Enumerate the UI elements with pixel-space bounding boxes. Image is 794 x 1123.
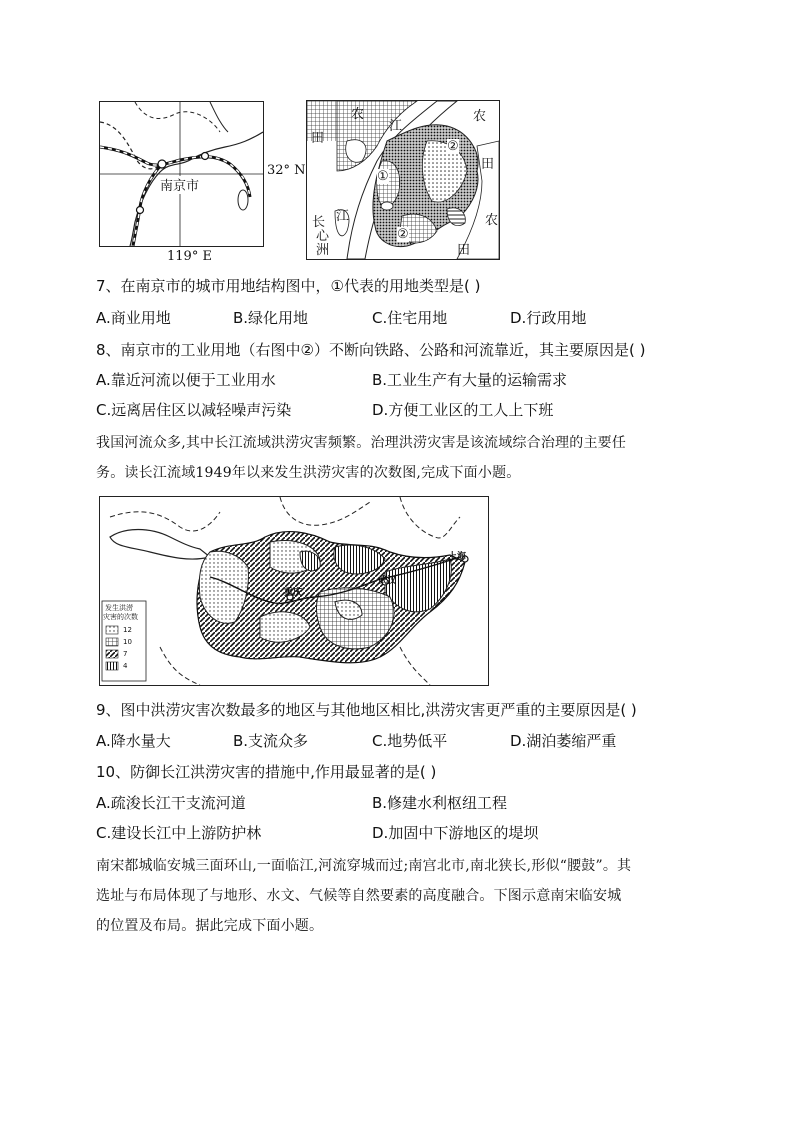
- city-label-shanghai: 上海: [448, 552, 467, 562]
- label-nong: 农: [473, 109, 487, 124]
- province-boundary: [400, 497, 460, 538]
- label-jiang: 江: [389, 119, 403, 134]
- label-chang: 长: [312, 215, 326, 230]
- station-marker: [158, 160, 166, 168]
- q7-option-b: B.绿化用地: [233, 309, 309, 327]
- label-tian: 田: [457, 243, 471, 258]
- province-boundary: [110, 512, 220, 531]
- nanjing-location-map: [99, 101, 264, 247]
- label-xin: 心: [316, 229, 330, 244]
- question-9-stem: 9、图中洪涝灾害次数最多的地区与其他地区相比,洪涝灾害更严重的主要原因是( ): [96, 701, 637, 719]
- q7-option-a: A.商业用地: [96, 309, 171, 327]
- legend-swatch-7: [106, 650, 118, 658]
- legend-swatch-4: [106, 662, 118, 670]
- nanjing-location-svg: [100, 102, 263, 246]
- q8-option-d: D.方便工业区的工人上下班: [372, 401, 554, 419]
- label-jiang: 江: [336, 209, 350, 224]
- q10-option-d: D.加固中下游地区的堤坝: [372, 824, 539, 842]
- latitude-label: 32° N: [267, 163, 306, 178]
- river-source-region: [110, 530, 210, 560]
- lake-shape: [238, 190, 248, 210]
- question-8-stem: 8、南京市的工业用地（右图中②）不断向铁路、公路和河流靠近，其主要原因是( ): [96, 341, 646, 359]
- label-circle-1: ①: [377, 169, 389, 184]
- boundary-line: [135, 102, 220, 132]
- q7-option-c: C.住宅用地: [372, 309, 448, 327]
- q9-option-b: B.支流众多: [233, 732, 309, 750]
- label-tian: 田: [481, 157, 495, 172]
- legend-title: 发生洪涝: [105, 604, 133, 612]
- legend-swatch-10: [106, 638, 118, 646]
- province-boundary: [280, 497, 370, 525]
- railway-line: [133, 164, 162, 246]
- q9-option-d: D.湖泊萎缩严重: [510, 732, 617, 750]
- legend-value: 7: [123, 650, 128, 658]
- intro-paragraph-line: 的位置及布局。据此完成下面小题。: [96, 918, 324, 934]
- label-circle-2: ②: [447, 139, 459, 154]
- station-marker: [137, 207, 144, 214]
- legend-value: 12: [123, 626, 132, 634]
- q8-option-c: C.远离居住区以减轻噪声污染: [96, 401, 292, 419]
- landuse-block: [346, 140, 366, 163]
- city-label: 南京市: [160, 179, 200, 194]
- longitude-label: 119° E: [167, 249, 212, 264]
- q10-option-c: C.建设长江中上游防护林: [96, 824, 262, 842]
- question-7-stem: 7、在南京市的城市用地结构图中，①代表的用地类型是( ): [96, 277, 481, 295]
- legend-value: 10: [123, 638, 132, 646]
- label-nong: 农: [485, 213, 499, 228]
- river-line: [210, 102, 228, 132]
- boundary-line: [100, 122, 162, 169]
- q8-option-b: B.工业生产有大量的运输需求: [372, 371, 568, 389]
- q8-option-a: A.靠近河流以便于工业用水: [96, 371, 276, 389]
- label-nong: 农: [351, 107, 365, 122]
- label-circle-2: ②: [397, 227, 409, 242]
- label-tian: 田: [311, 131, 325, 146]
- city-label-wuhan: 武汉: [378, 576, 397, 586]
- railway-line-dash: [133, 164, 162, 246]
- intro-paragraph-line: 南宋都城临安城三面环山,一面临江,河流穿城而过;南宫北市,南北狭长,形似“腰鼓”。其: [96, 858, 632, 874]
- question-10-stem: 10、防御长江洪涝灾害的措施中,作用最显著的是( ): [96, 763, 437, 781]
- intro-paragraph-line: 务。读长江流域1949年以来发生洪涝灾害的次数图,完成下面小题。: [96, 465, 521, 481]
- q9-option-c: C.地势低平: [372, 732, 448, 750]
- intro-paragraph-line: 选址与布局体现了与地形、水文、气候等自然要素的高度融合。下图示意南宋临安城: [96, 888, 622, 904]
- q7-option-d: D.行政用地: [510, 309, 587, 327]
- label-zhou: 洲: [316, 243, 330, 258]
- city-label-chongqing: 重庆: [284, 588, 303, 598]
- province-boundary: [400, 647, 430, 685]
- legend-value: 4: [123, 662, 128, 670]
- q10-option-a: A.疏浚长江干支流河道: [96, 794, 246, 812]
- legend-swatch-12: [106, 626, 118, 634]
- station-marker: [202, 153, 209, 160]
- nanjing-landuse-map: [306, 100, 500, 260]
- yangtze-flood-map: [99, 496, 489, 686]
- lake-shape: [381, 202, 393, 210]
- legend-title: 灾害的次数: [103, 613, 138, 621]
- q9-option-a: A.降水量大: [96, 732, 171, 750]
- province-boundary: [160, 647, 200, 685]
- q10-option-b: B.修建水利枢纽工程: [372, 794, 508, 812]
- intro-paragraph-line: 我国河流众多,其中长江流域洪涝灾害频繁。治理洪涝灾害是该流域综合治理的主要任: [96, 435, 627, 451]
